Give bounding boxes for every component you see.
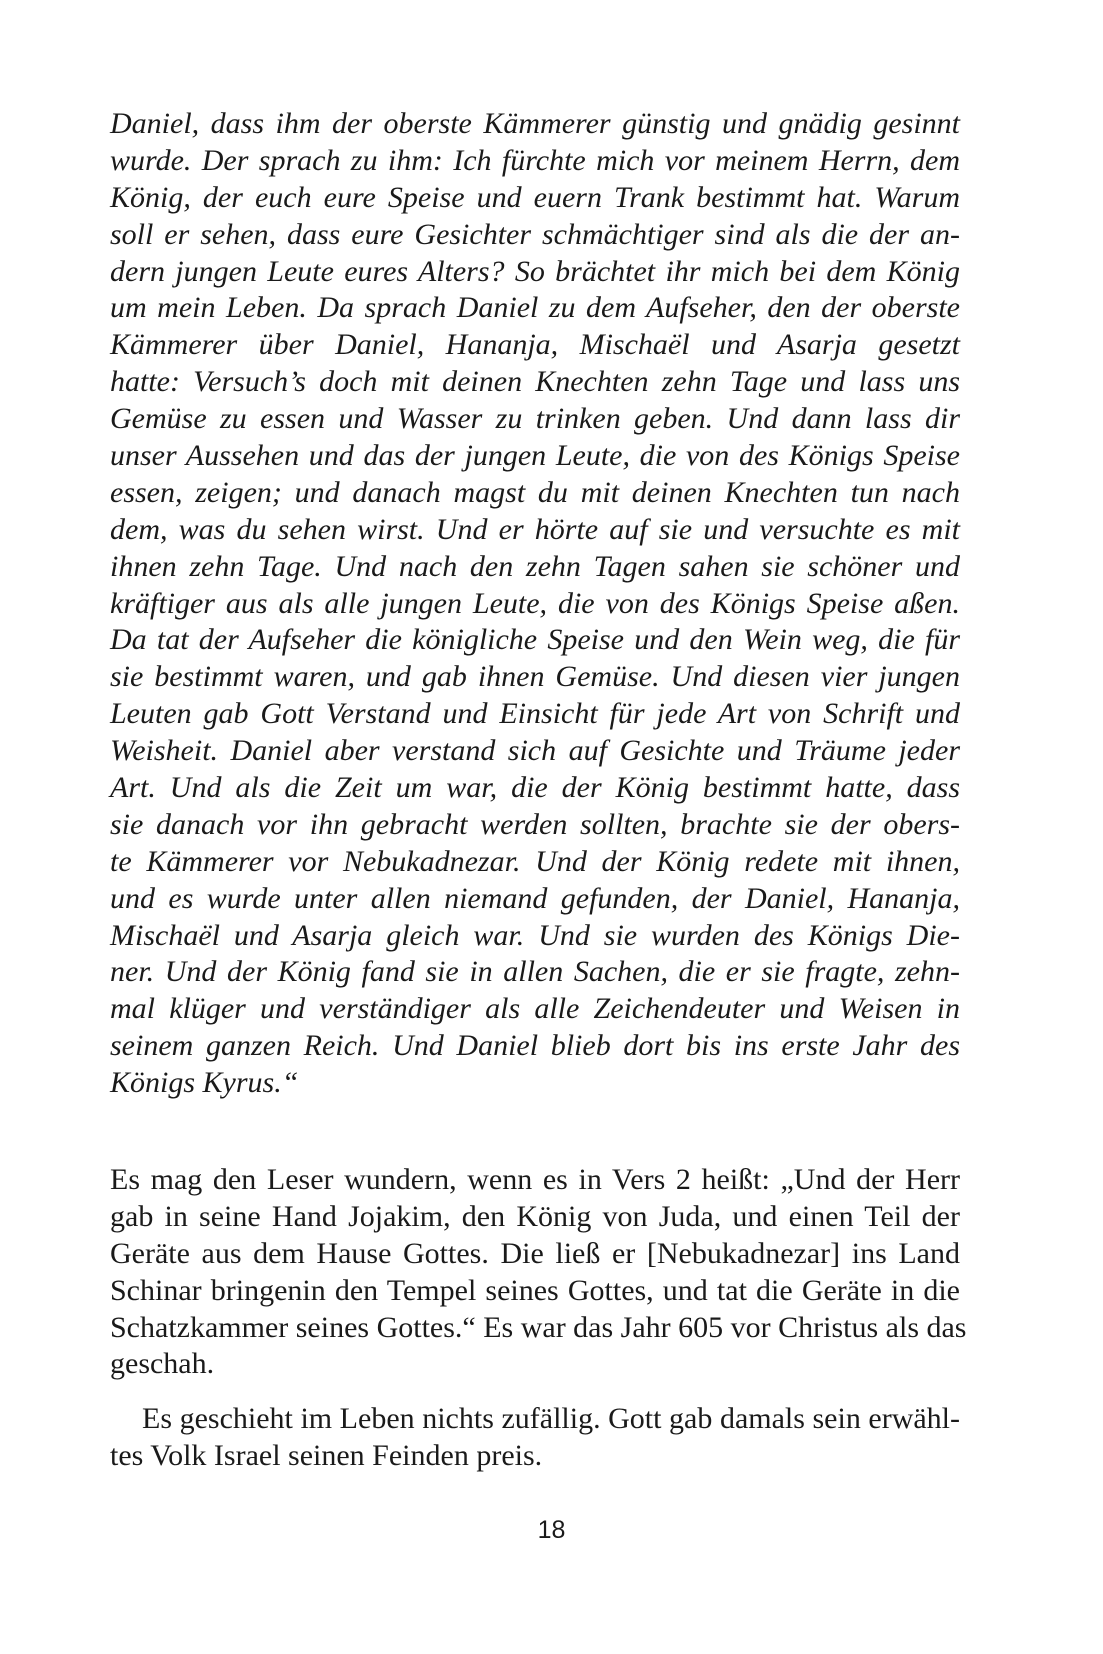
quote-line: Gemüse zu essen und Wasser zu trinken geben. Und dann lass dir (110, 402, 960, 436)
paragraph-line: gab in seine Hand Jojakim, den König von Juda, und einen Teil der (110, 1199, 960, 1233)
quote-line: ihnen zehn Tage. Und nach den zehn Tagen sahen sie schöner und (110, 549, 960, 583)
quote-line: ner. Und der König fand sie in allen Sachen, die er sie fragte, zehn- (110, 955, 960, 989)
body-paragraph-2 (110, 1401, 960, 1475)
quote-line: te Kämmerer vor Nebukadnezar. Und der König redete mit ihnen, (110, 844, 960, 878)
quote-line: sie danach vor ihn gebracht werden sollten, brachte sie der obers- (110, 807, 960, 841)
quote-line: Art. Und als die Zeit um war, die der König bestimmt hatte, dass (110, 771, 960, 805)
quote-line: essen, zeigen; und danach magst du mit deinen Knechten tun nach (110, 475, 960, 509)
bible-quote-block (110, 106, 960, 1102)
quote-line: soll er sehen, dass eure Gesichter schmächtiger sind als die der an- (110, 217, 960, 251)
page-number: 18 (537, 1516, 566, 1544)
quote-line: dem, was du sehen wirst. Und er hörte auf sie und versuchte es mit (110, 512, 960, 546)
quote-line: unser Aussehen und das der jungen Leute, die von des Königs Speise (110, 439, 960, 473)
quote-line: dern jungen Leute eures Alters? So brächtet ihr mich bei dem König (110, 254, 960, 288)
paragraph-line: tes Volk Israel seinen Feinden preis. (110, 1438, 543, 1472)
quote-line: Leuten gab Gott Verstand und Einsicht für jede Art von Schrift und (110, 697, 960, 731)
body-paragraph-1 (110, 1162, 967, 1383)
quote-line: mal klüger und verständiger als alle Zeichendeuter und Weisen in (110, 992, 960, 1026)
quote-line: Mischaël und Asarja gleich war. Und sie wurden des Königs Die- (110, 918, 960, 952)
quote-line: Königs Kyrus.“ (110, 1066, 299, 1100)
paragraph-line: Es geschieht im Leben nichts zufällig. Gott gab damals sein erwähl- (142, 1402, 960, 1435)
quote-line: Kämmerer über Daniel, Hananja, Mischaël und Asarja gesetzt (110, 328, 960, 362)
quote-line: wurde. Der sprach zu ihm: Ich fürchte mich vor meinem Herrn, dem (110, 143, 960, 177)
paragraph-line: Geräte aus dem Hause Gottes. Die ließ er [Nebukadnezar] ins Land (110, 1236, 960, 1270)
paragraph-line: Schatzkammer seines Gottes.“ Es war das Jahr 605 vor Christus als das (110, 1310, 967, 1344)
quote-line: sie bestimmt waren, und gab ihnen Gemüse. Und diesen vier jungen (110, 660, 960, 694)
quote-line: Weisheit. Daniel aber verstand sich auf Gesichte und Träume jeder (110, 734, 960, 768)
quote-line: hatte: Versuch’s doch mit deinen Knechten zehn Tage und lass uns (110, 365, 960, 399)
quote-line: seinem ganzen Reich. Und Daniel blieb dort bis ins erste Jahr des (110, 1029, 960, 1063)
quote-line: um mein Leben. Da sprach Daniel zu dem Aufseher, den der oberste (110, 291, 960, 325)
quote-line: und es wurde unter allen niemand gefunden, der Daniel, Hananja, (110, 881, 960, 915)
quote-line: Da tat der Aufseher die königliche Speise und den Wein weg, die für (110, 623, 960, 657)
paragraph-line: Schinar bringenin den Tempel seines Gottes, und tat die Geräte in die (110, 1273, 960, 1307)
quote-line: kräftiger aus als alle jungen Leute, die von des Königs Speise aßen. (110, 586, 960, 620)
paragraph-line: geschah. (110, 1347, 215, 1381)
quote-line: König, der euch eure Speise und euern Trank bestimmt hat. Warum (110, 180, 960, 214)
paragraph-line: Es mag den Leser wundern, wenn es in Vers 2 heißt: „Und der Herr (110, 1163, 960, 1196)
quote-line: Daniel, dass ihm der oberste Kämmerer günstig und gnädig gesinnt (110, 107, 960, 140)
